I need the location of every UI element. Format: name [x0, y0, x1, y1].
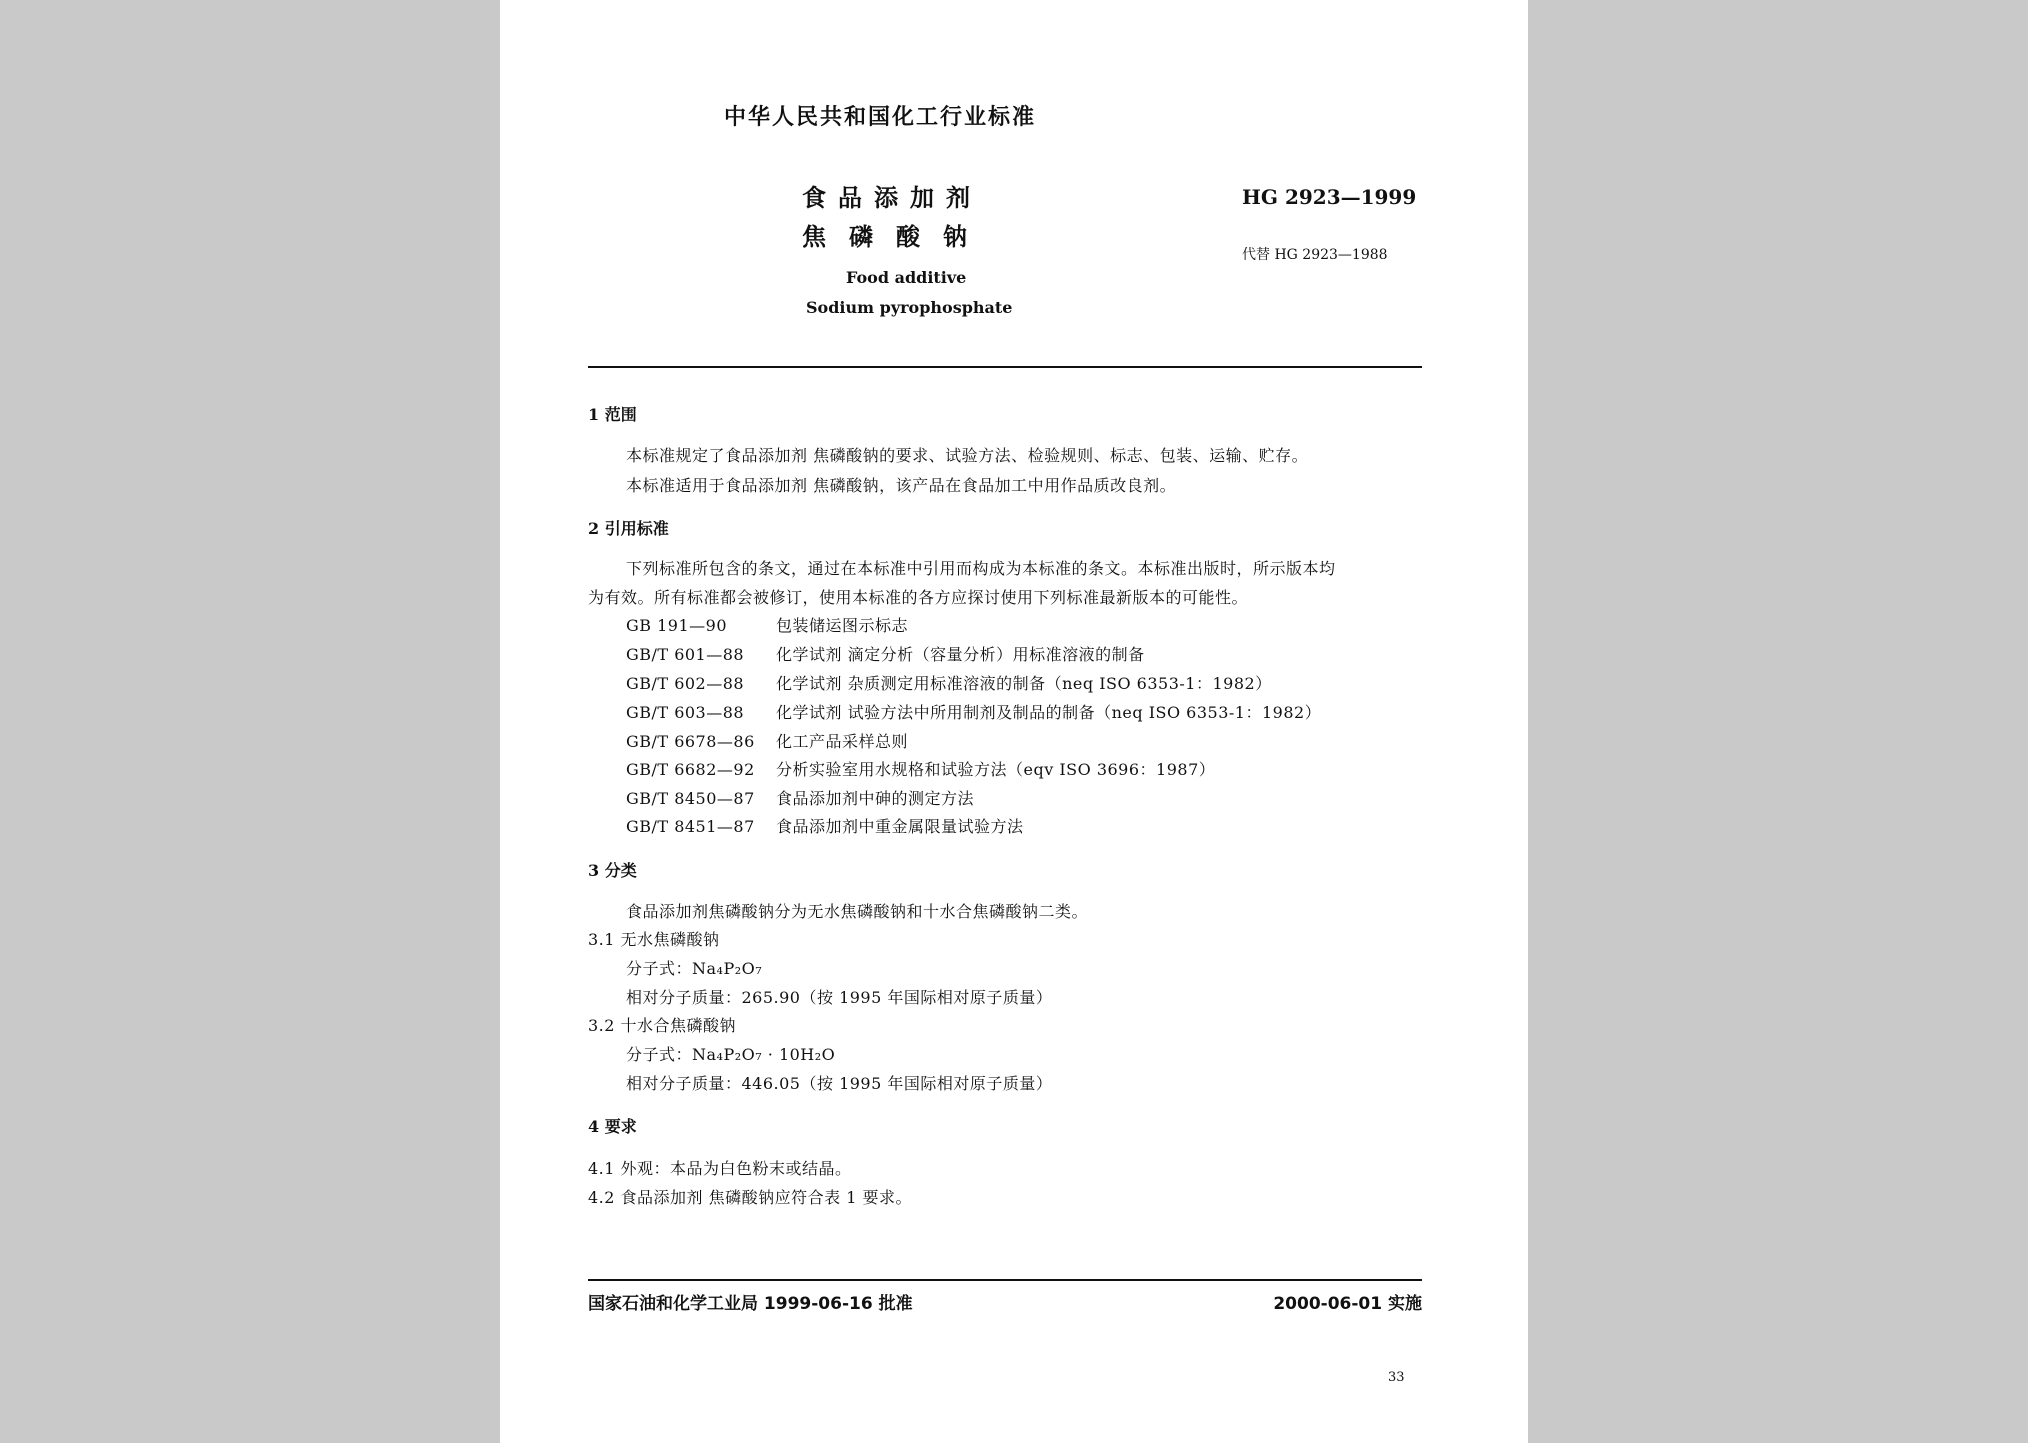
- section-3-2-mass: 相对分子质量：446.05（按 1995 年国际相对原子质量）: [626, 1074, 1053, 1093]
- section-1-paragraph-2: 本标准适用于食品添加剂 焦磷酸钠，该产品在食品加工中用作品质改良剂。: [626, 476, 1177, 495]
- reference-title: 化工产品采样总则: [776, 732, 909, 751]
- section-3-heading: 3 分类: [588, 861, 637, 880]
- section-1-paragraph-1: 本标准规定了食品添加剂 焦磷酸钠的要求、试验方法、检验规则、标志、包装、运输、贮存。: [626, 446, 1309, 465]
- standard-code: HG 2923—1999: [1242, 185, 1417, 209]
- replaces-code: 代替 HG 2923—1988: [1242, 247, 1388, 263]
- approval-line: 国家石油和化学工业局 1999-06-16 批准: [588, 1294, 913, 1314]
- section-3-2-formula: [626, 1042, 835, 1065]
- reference-item: [626, 700, 1321, 723]
- reference-title: 包装储运图示标志: [776, 616, 909, 635]
- national-standard-title: 中华人民共和国化工行业标准: [724, 105, 1037, 130]
- reference-item: [626, 642, 1145, 665]
- reference-item: [626, 814, 1024, 837]
- section-3-2-heading: 3.2 十水合焦磷酸钠: [588, 1016, 737, 1035]
- title-en-line1: Food additive: [846, 268, 967, 287]
- reference-code: GB/T 603—88: [626, 703, 745, 722]
- reference-title: 化学试剂 滴定分析（容量分析）用标准溶液的制备: [776, 645, 1145, 664]
- section-1-heading: 1 范围: [588, 405, 637, 424]
- section-2-paragraph-line-2: 为有效。所有标准都会被修订，使用本标准的各方应探讨使用下列标准最新版本的可能性。: [588, 588, 1249, 607]
- reference-code: GB/T 8450—87: [626, 789, 755, 808]
- section-3-1-mass: 相对分子质量：265.90（按 1995 年国际相对原子质量）: [626, 988, 1053, 1007]
- reference-item: [626, 729, 908, 752]
- footer-divider: [588, 1279, 1422, 1281]
- title-zh-line2: 焦磷酸钠: [802, 223, 990, 251]
- reference-title: 分析实验室用水规格和试验方法（eqv ISO 3696：1987）: [776, 760, 1216, 779]
- formula-label: 分子式：: [626, 959, 693, 978]
- reference-item: [626, 757, 1215, 780]
- title-zh-line1: 食品添加剂: [802, 184, 982, 212]
- page-number: 33: [1388, 1370, 1405, 1385]
- reference-title: 化学试剂 杂质测定用标准溶液的制备（neq ISO 6353-1：1982）: [776, 674, 1272, 693]
- reference-code: GB/T 6678—86: [626, 732, 755, 751]
- section-3-1-formula: [626, 956, 762, 979]
- reference-code: GB/T 601—88: [626, 645, 745, 664]
- section-4-heading: 4 要求: [588, 1117, 637, 1136]
- formula-label: 分子式：: [626, 1045, 693, 1064]
- reference-item: [626, 671, 1272, 694]
- reference-code: GB 191—90: [626, 616, 728, 635]
- section-3-paragraph: 食品添加剂焦磷酸钠分为无水焦磷酸钠和十水合焦磷酸钠二类。: [626, 902, 1089, 921]
- reference-item: [626, 786, 974, 809]
- reference-item: [626, 613, 908, 636]
- header-divider: [588, 366, 1422, 368]
- effective-date: 2000-06-01 实施: [1273, 1294, 1422, 1314]
- section-4-1: 4.1 外观：本品为白色粉末或结晶。: [588, 1159, 852, 1178]
- reference-code: GB/T 6682—92: [626, 760, 755, 779]
- reference-title: 食品添加剂中砷的测定方法: [776, 789, 975, 808]
- section-2-heading: 2 引用标准: [588, 519, 669, 538]
- reference-title: 食品添加剂中重金属限量试验方法: [776, 817, 1024, 836]
- reference-title: 化学试剂 试验方法中所用制剂及制品的制备（neq ISO 6353-1：1982）: [776, 703, 1322, 722]
- section-3-1-heading: 3.1 无水焦磷酸钠: [588, 930, 720, 949]
- reference-code: GB/T 602—88: [626, 674, 745, 693]
- reference-code: GB/T 8451—87: [626, 817, 755, 836]
- document-page: [500, 0, 1528, 1443]
- title-en-line2: Sodium pyrophosphate: [806, 298, 1013, 317]
- formula-value: Na₄P₂O₇: [692, 959, 763, 978]
- formula-value: Na₄P₂O₇ · 10H₂O: [692, 1045, 836, 1064]
- section-2-paragraph-line-1: 下列标准所包含的条文，通过在本标准中引用而构成为本标准的条文。本标准出版时，所示版本均: [626, 559, 1336, 578]
- section-4-2: 4.2 食品添加剂 焦磷酸钠应符合表 1 要求。: [588, 1188, 912, 1207]
